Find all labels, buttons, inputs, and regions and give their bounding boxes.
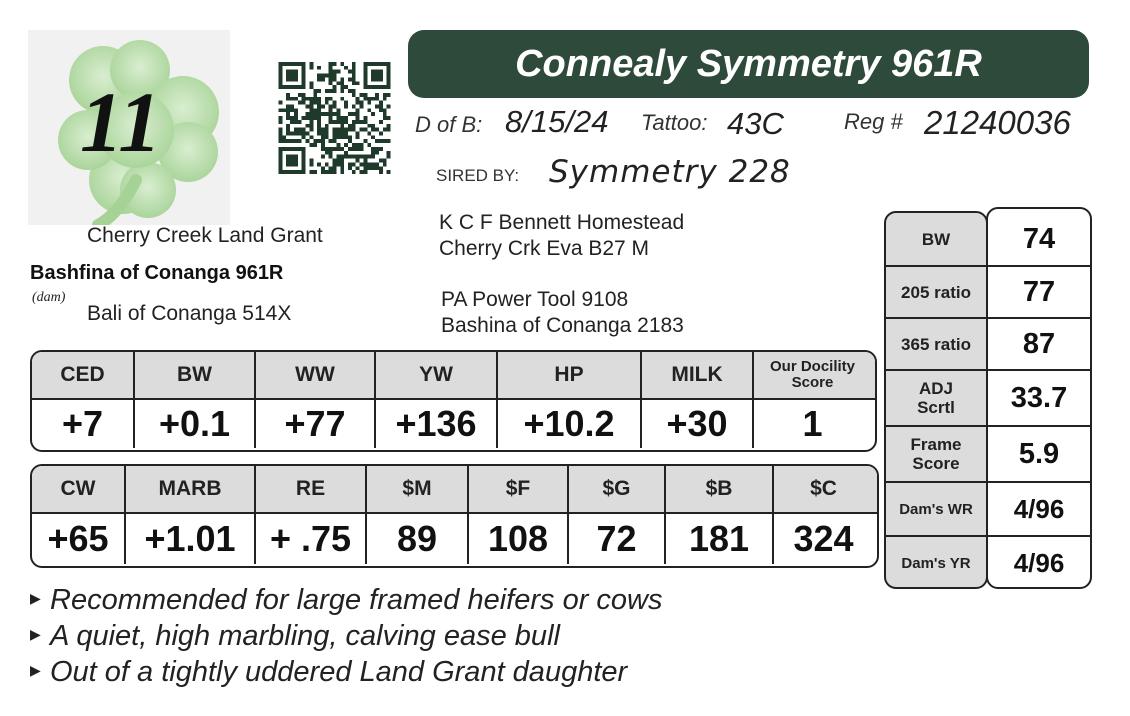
epd-header-ww: WW (256, 352, 376, 398)
epd-header-milk: MILK (642, 352, 754, 398)
note-item (30, 620, 560, 653)
dam-tag: (dam) (32, 290, 66, 305)
lot-number: 11 (80, 74, 162, 170)
note-item (30, 656, 627, 689)
sired-by-label: SIRED BY: (436, 166, 520, 185)
stat-value-frame-score: 5.9 (1018, 437, 1060, 470)
epd-table-2 (30, 464, 879, 568)
tattoo-label: Tattoo: (641, 110, 708, 135)
sire-name: Symmetry 228 (549, 154, 791, 190)
pedigree-sire-dam: Cherry Crk Eva B27 M (439, 237, 650, 260)
epd-value-bw: +0.1 (135, 400, 256, 448)
note-item (30, 584, 662, 617)
epd-value-re: + .75 (256, 514, 367, 564)
epd-header-re: RE (256, 466, 367, 512)
stats-value-column (986, 207, 1092, 589)
epd-header-m: $M (367, 466, 469, 512)
stat-label-dams-yr: Dam's YR (901, 554, 971, 572)
epd-value-marb: +1.01 (126, 514, 256, 564)
epd-header-f: $F (469, 466, 569, 512)
stat-value-adj-scrtl: 33.7 (1010, 381, 1068, 414)
triangle-bullet-icon: ▶ (30, 589, 41, 606)
epd-value-b: 181 (666, 514, 774, 564)
qr-code-icon[interactable] (277, 62, 392, 174)
pedigree-sire-sire: K C F Bennett Homestead (439, 211, 685, 234)
epd-value-cw: +65 (32, 514, 126, 564)
dob-label: D of B: (415, 112, 483, 137)
epd-header-g: $G (569, 466, 666, 512)
stat-value-dams-wr: 4/96 (1013, 493, 1065, 524)
epd-header-bw: BW (135, 352, 256, 398)
epd-value-c: 324 (793, 518, 854, 559)
triangle-bullet-icon: ▶ (30, 661, 41, 678)
epd-table-2-header (32, 466, 877, 514)
epd-header-marb: MARB (126, 466, 256, 512)
epd-header-b: $B (666, 466, 774, 512)
epd-value-ced: +7 (32, 400, 135, 448)
epd-header-cw: CW (32, 466, 126, 512)
reg-label: Reg # (844, 109, 903, 134)
stat-value-205-ratio: 77 (1022, 275, 1056, 308)
pedigree-dam-dam-dam: Bashina of Conanga 2183 (441, 314, 684, 337)
epd-header-hp: HP (498, 352, 642, 398)
epd-table-1-values (32, 400, 875, 448)
animal-name: Connealy Symmetry 961R (515, 42, 982, 85)
epd-value-milk: +30 (642, 400, 754, 448)
epd-header-docility: Our Docility Score (769, 358, 855, 391)
triangle-bullet-icon: ▶ (30, 625, 41, 642)
pedigree-dam: Bashfina of Conanga 961R (30, 262, 284, 284)
pedigree-dam-sire: Cherry Creek Land Grant (87, 224, 323, 247)
stat-value-365-ratio: 87 (1022, 327, 1056, 360)
pedigree-dam-dam: Bali of Conanga 514X (87, 302, 292, 325)
epd-header-ced: CED (32, 352, 135, 398)
stat-label-205-ratio: 205 ratio (901, 282, 971, 302)
pedigree-dam-dam-sire: PA Power Tool 9108 (441, 288, 629, 311)
epd-table-1 (30, 350, 877, 452)
epd-value-hp: +10.2 (498, 400, 642, 448)
stats-label-column (884, 211, 988, 589)
epd-header-yw: YW (376, 352, 498, 398)
epd-value-f: 108 (469, 514, 569, 564)
stat-value-bw: 74 (1022, 222, 1056, 255)
epd-value-m: 89 (367, 514, 469, 564)
dob-value: 8/15/24 (505, 104, 609, 139)
stat-label-adj-scrtl: ADJ Scrtl (917, 379, 955, 417)
stat-label-bw: BW (921, 229, 951, 249)
epd-value-docility: 1 (802, 403, 823, 444)
epd-table-2-values (32, 514, 877, 564)
epd-value-g: 72 (569, 514, 666, 564)
epd-table-1-header (32, 352, 875, 400)
epd-value-ww: +77 (256, 400, 376, 448)
stat-label-frame-score: Frame Score (910, 435, 962, 473)
tattoo-value: 43C (727, 106, 784, 141)
note-text: Recommended for large framed heifers or cows (50, 584, 663, 616)
reg-value: 21240036 (924, 104, 1071, 141)
animal-name-banner (408, 30, 1089, 98)
stat-label-365-ratio: 365 ratio (901, 334, 971, 354)
note-text: Out of a tightly uddered Land Grant daughter (50, 656, 628, 688)
stat-label-dams-wr: Dam's WR (899, 500, 973, 518)
stat-value-dams-yr: 4/96 (1013, 547, 1065, 578)
epd-header-c: $C (810, 477, 837, 500)
epd-value-yw: +136 (376, 400, 498, 448)
performance-stats (884, 207, 1092, 589)
note-text: A quiet, high marbling, calving ease bull (50, 620, 560, 652)
